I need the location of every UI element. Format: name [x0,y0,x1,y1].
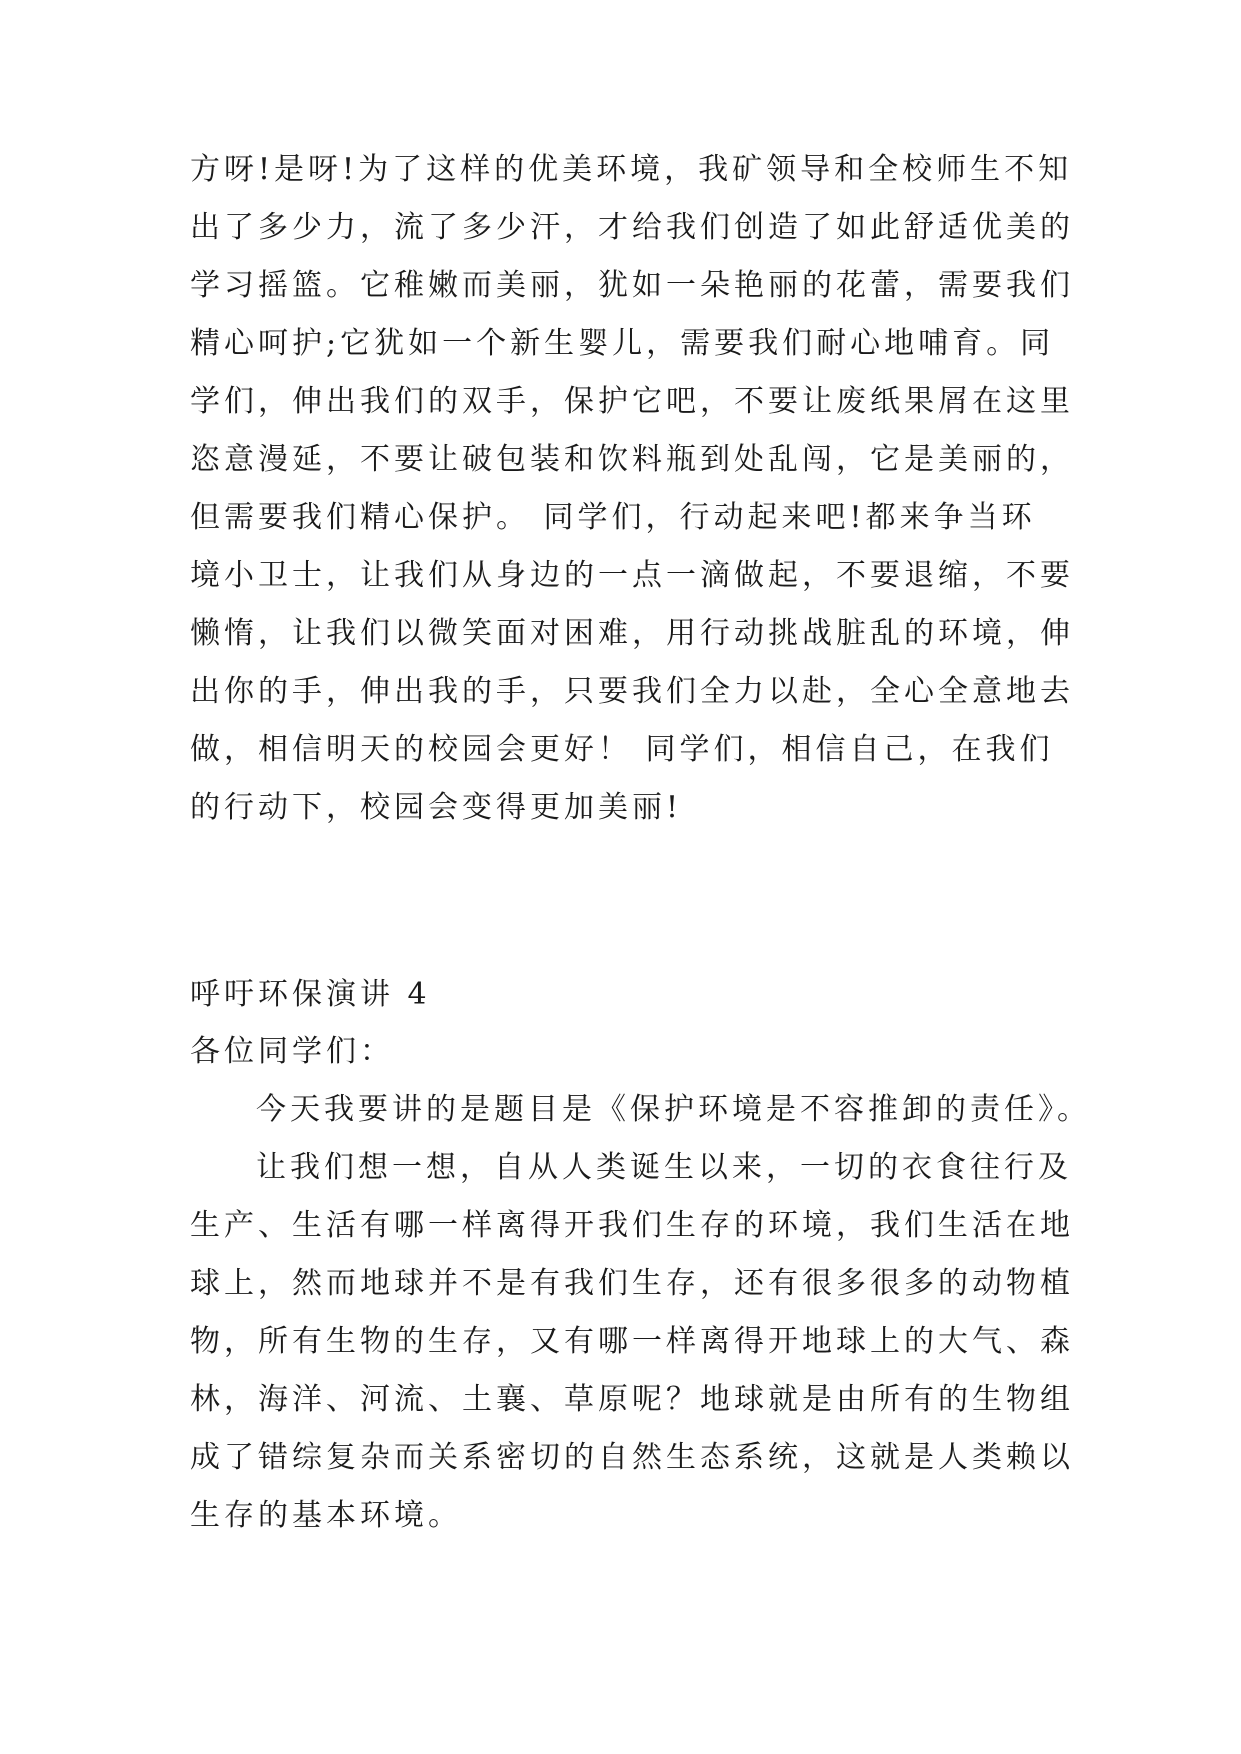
paragraph-line: 生存的基本环境。 [190,1498,462,1533]
paragraph-line: 出你的手，伸出我的手，只要我们全力以赴，全心全意地去 [190,674,1074,709]
paragraph-line: 的行动下，校园会变得更加美丽! [190,790,683,825]
paragraph-line: 恣意漫延，不要让破包装和饮料瓶到处乱闯，它是美丽的， [190,442,1074,477]
paragraph-line: 生产、生活有哪一样离得开我们生存的环境，我们生活在地 [190,1208,1074,1243]
section-title: 呼吁环保演讲 4 [190,977,431,1012]
paragraph-line: 做，相信明天的校园会更好！ 同学们，相信自己，在我们 [190,732,1054,767]
paragraph-line: 球上，然而地球并不是有我们生存，还有很多很多的动物植 [190,1266,1074,1301]
paragraph-line: 但需要我们精心保护。 同学们，行动起来吧!都来争当环 [190,500,1036,535]
intro-line: 今天我要讲的是题目是《保护环境是不容推卸的责任》。 [256,1092,1091,1127]
paragraph-line: 境小卫士，让我们从身边的一点一滴做起，不要退缩，不要 [190,558,1074,593]
greeting: 各位同学们： [190,1034,394,1069]
paragraph-line: 林，海洋、河流、土襄、草原呢？地球就是由所有的生物组 [190,1382,1074,1417]
paragraph-line: 成了错综复杂而关系密切的自然生态系统，这就是人类赖以 [190,1440,1074,1475]
paragraph-line: 方呀!是呀!为了这样的优美环境，我矿领导和全校师生不知 [190,152,1073,187]
paragraph-line: 学们，伸出我们的双手，保护它吧，不要让废纸果屑在这里 [190,384,1074,419]
paragraph-line: 出了多少力，流了多少汗，才给我们创造了如此舒适优美的 [190,210,1074,245]
paragraph-line: 物，所有生物的生存，又有哪一样离得开地球上的大气、森 [190,1324,1074,1359]
paragraph-line: 懒惰，让我们以微笑面对困难，用行动挑战脏乱的环境，伸 [190,616,1074,651]
paragraph-line: 学习摇篮。它稚嫩而美丽，犹如一朵艳丽的花蕾，需要我们 [190,268,1074,303]
paragraph-first-line: 让我们想一想，自从人类诞生以来，一切的衣食往行及 [256,1150,1072,1185]
paragraph-line: 精心呵护;它犹如一个新生婴儿，需要我们耐心地哺育。同 [190,326,1055,361]
